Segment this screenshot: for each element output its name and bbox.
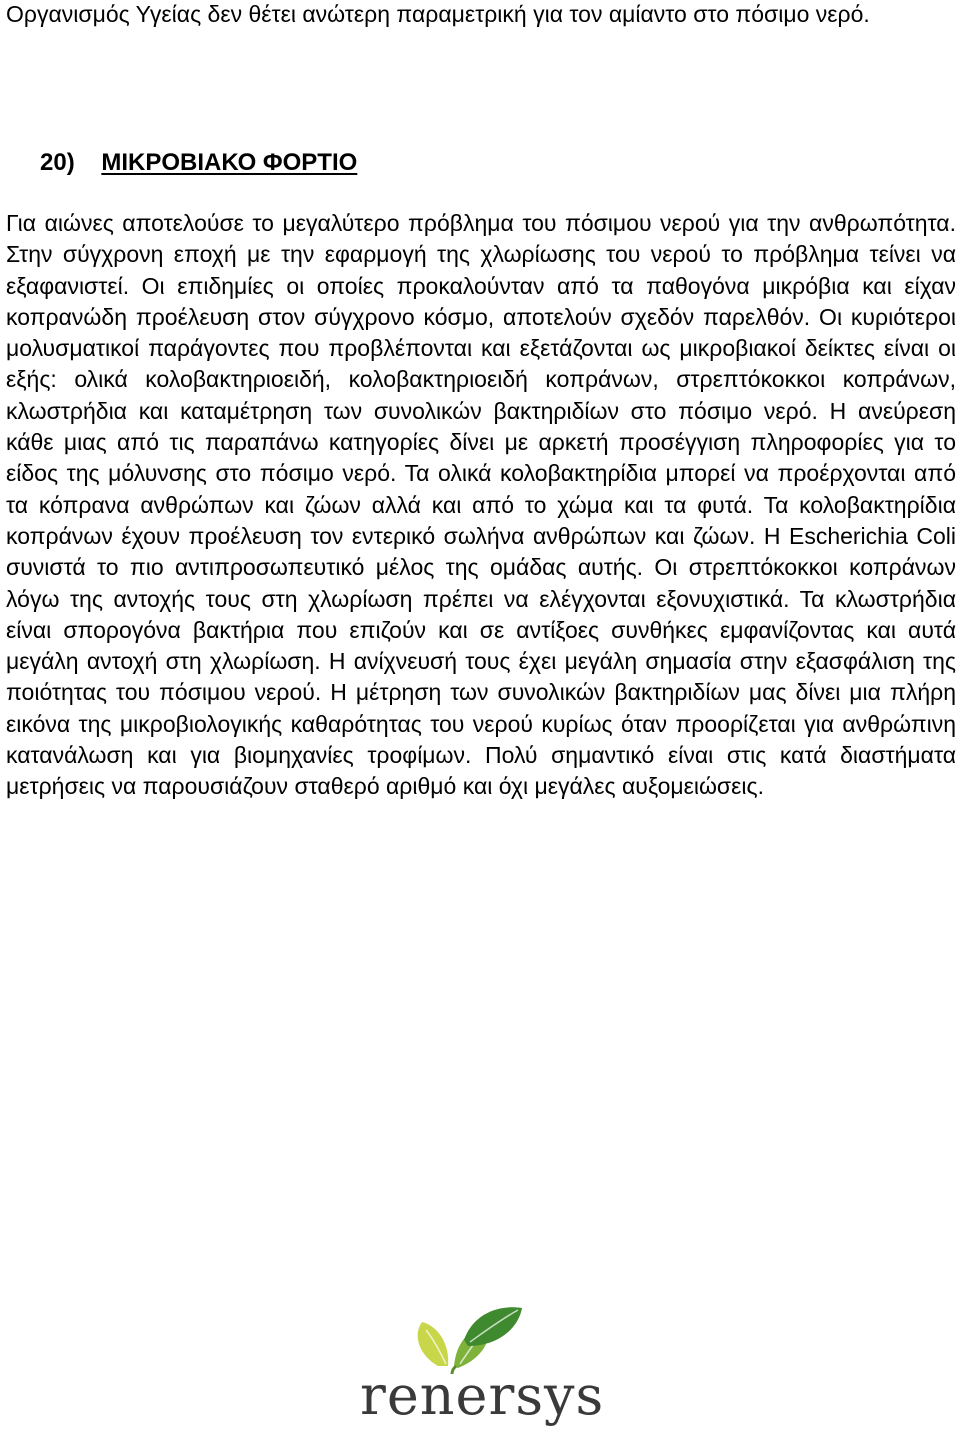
renersys-logo	[360, 1300, 605, 1430]
intro-paragraph: Οργανισμός Υγείας δεν θέτει ανώτερη παραμετρική για τον αμίαντο στο πόσιμο νερό.	[6, 1, 870, 27]
section-number: 20)	[40, 149, 75, 176]
document-page	[6, 0, 956, 800]
section-title: ΜΙΚΡΟΒΙΑΚΟ ΦΟΡΤΙΟ	[101, 149, 358, 176]
logo-text: renersys	[360, 1364, 605, 1427]
body-paragraph: Για αιώνες αποτελούσε το μεγαλύτερο πρόβλημα του πόσιμου νερού για την ανθρωπότητα. Στην σύγχρονη εποχή με την εφαρμογή της χλωρίωσης του νερού το πρόβλημα τείνει να εξαφανιστεί. Οι επιδημίες οι οποίες προκαλούνταν από τα παθογόνα μικρόβια και είχαν κοπρανώδη προέλευση στον σύγχρονο κόσμο, αποτελούν σχεδόν παρελθόν. Οι κυριότεροι μολυσματικοί παράγοντες που προβλέπονται και εξετάζονται ως μικροβιακοί δείκτες είναι οι εξής: ολικά κολοβακτηριοειδή, κολοβακτηριοειδή κοπράνων, στρεπτόκοκκοι κοπράνων, κλωστρήδια και καταμέτρηση των συνολικών βακτηριδίων στο πόσιμο νερό. Η ανεύρεση κάθε μιας από τις παραπάνω κατηγορίες δίνει με αρκετή προσέγγιση πληροφορίες για το είδος της μόλυνσης στο πόσιμο νερό. Τα ολικά κολοβακτηρίδια μπορεί να προέρχονται από τα κόπρανα ανθρώπων και ζώων αλλά και από το χώμα και τα φυτά. Τα κολοβακτηρίδια κοπράνων έχουν προέλευση τον εντερικό σωλήνα ανθρώπων και ζώων. Η Escherichia Coli συνιστά το πιο αντιπροσωπευτικό μέλος της ομάδας αυτής. Οι στρεπτόκοκκοι κοπράνων λόγω της αντοχής τους στη χλωρίωση πρέπει να ελέγχονται εξονυχιστικά. Τα κλωστρήδια είναι σπορογόνα βακτήρια που επιζούν και σε αντίξοες συνθήκες εμφανίζοντας και αυτά μεγάλη αντοχή στη χλωρίωση. Η ανίχνευσή τους έχει μεγάλη σημασία στην εξασφάλιση της ποιότητας του πόσιμου νερού. Η μέτρηση των συνολικών βακτηριδίων μας δίνει μια πλήρη εικόνα της μικροβιολογικής καθαρότητας του νερού κυρίως όταν προορίζεται για ανθρώπινη κατανάλωση και για βιομηχανίες τροφίμων. Πολύ σημαντικό είναι στις κατά διαστήματα μετρήσεις να παρουσιάζουν σταθερό αριθμό και όχι μεγάλες αυξομειώσεις.	[6, 210, 956, 800]
section-heading	[40, 147, 357, 179]
